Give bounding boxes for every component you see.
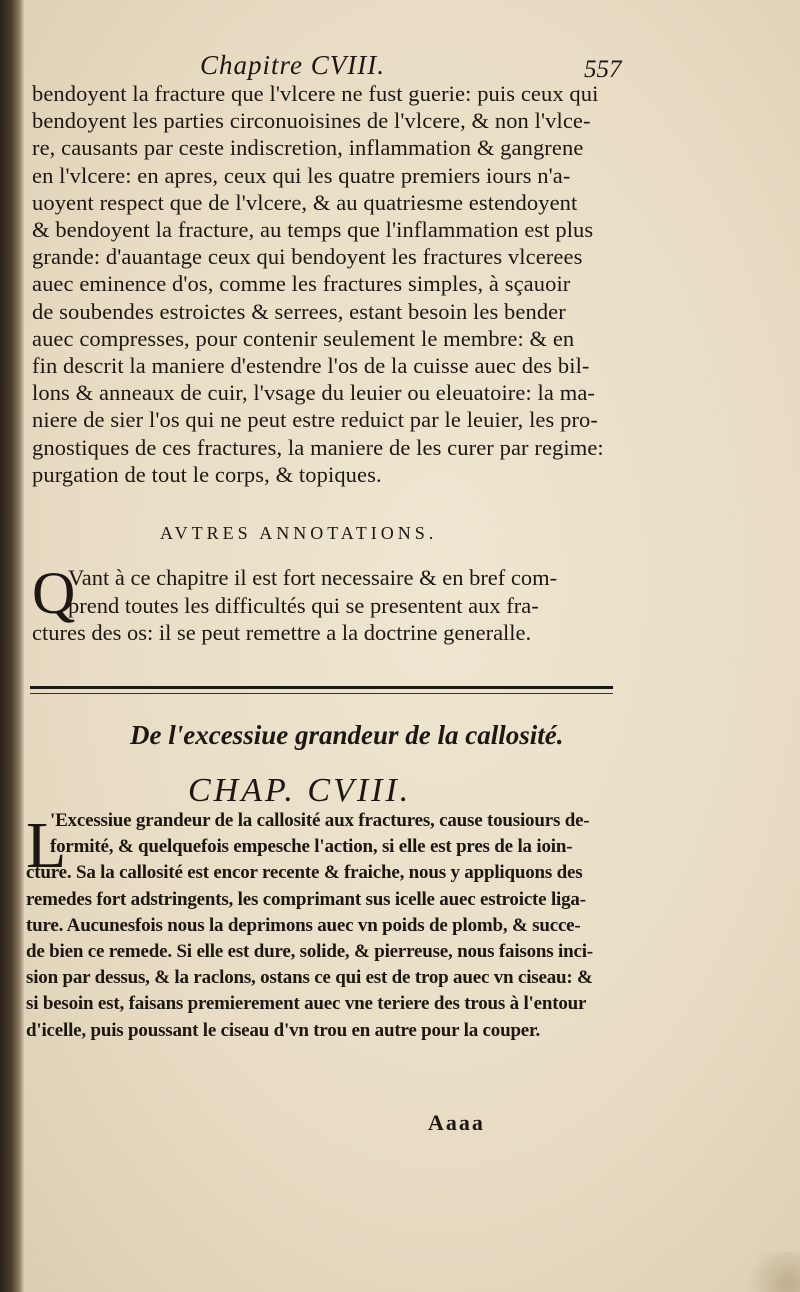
annotations-heading: AVTRES ANNOTATIONS. xyxy=(160,523,438,543)
text-line: remedes fort adstringents, les comprimant sus icelle auec estroicte liga- xyxy=(26,888,586,910)
text-line: lons & anneaux de cuir, l'vsage du leuier ou eleuatoire: la ma- xyxy=(32,380,595,406)
text-line: auec compresses, pour contenir seulement le membre: & en xyxy=(32,325,575,351)
text-line: niere de sier l'os qui ne peut estre reduict par le leuier, les pro- xyxy=(32,407,598,433)
text-line: gnostiques de ces fractures, la maniere de les curer par regime: xyxy=(32,434,604,460)
chapter-number: CHAP. CVIII. xyxy=(188,772,412,809)
continued-text xyxy=(32,80,622,488)
text-line: uoyent respect que de l'vlcere, & au quatriesme estendoyent xyxy=(32,189,578,215)
page-stain xyxy=(740,1252,800,1292)
text-line: re, causants par ceste indiscretion, inflammation & gangrene xyxy=(32,135,584,161)
text-line: fin descrit la maniere d'estendre l'os de la cuisse auec des bil- xyxy=(32,353,590,379)
text-line: sion par dessus, & la raclons, ostans ce qui est de trop auec vn ciseau: & xyxy=(26,967,593,989)
text-line: prend toutes les difficultés qui se presentent aux fra- xyxy=(68,592,539,618)
annotations-paragraph xyxy=(32,560,622,647)
text-line: 'Excessiue grandeur de la callosité aux fractures, cause tousiours de- xyxy=(50,810,590,831)
section-divider xyxy=(30,686,613,694)
drop-cap: L xyxy=(26,809,67,882)
chapter-title: De l'excessiue grandeur de la callosité. xyxy=(130,720,564,750)
text-line: Vant à ce chapitre il est fort necessaire & en bref com- xyxy=(68,565,558,590)
signature-mark: Aaaa xyxy=(428,1110,485,1135)
text-line: purgation de tout le corps, & topiques. xyxy=(32,461,382,487)
text-line: en l'vlcere: en apres, ceux qui les quatre premiers iours n'a- xyxy=(32,162,571,188)
text-line: auec eminence d'os, comme les fractures simples, à sçauoir xyxy=(32,271,571,297)
text-line: de soubendes estroictes & serrees, estant besoin les bender xyxy=(32,298,566,324)
running-title: Chapitre CVIII. xyxy=(200,50,385,80)
text-line: ture. Aucunesfois nous la deprimons auec vn poids de plomb, & succe- xyxy=(26,914,581,936)
text-line: si besoin est, faisans premierement auec vne teriere des trous à l'entour xyxy=(26,993,587,1015)
text-line: & bendoyent la fracture, au temps que l'inflammation est plus xyxy=(32,217,594,243)
text-line: formité, & quelquefois empesche l'action, si elle est pres de la ioin- xyxy=(50,836,573,858)
text-line: ctures des os: il se peut remettre a la doctrine generalle. xyxy=(32,620,532,645)
drop-cap: Q xyxy=(32,560,76,626)
text-line: bendoyent les parties circonuoisines de l'vlcere, & non l'vlce- xyxy=(32,108,591,134)
page-number: 557 xyxy=(584,56,622,83)
text-line: cture. Sa la callosité est encor recente & fraiche, nous y appliquons des xyxy=(26,862,583,884)
text-line: d'icelle, puis poussant le ciseau d'vn trou en autre pour la couper. xyxy=(26,1019,541,1041)
text-line: grande: d'auantage ceux qui bendoyent les fractures vlcerees xyxy=(32,244,583,270)
text-line: de bien ce remede. Si elle est dure, solide, & pierreuse, nous faisons inci- xyxy=(26,941,593,963)
text-line: bendoyent la fracture que l'vlcere ne fust guerie: puis ceux qui xyxy=(32,81,599,106)
book-binding xyxy=(0,0,24,1292)
chapter-paragraph xyxy=(26,808,626,1044)
